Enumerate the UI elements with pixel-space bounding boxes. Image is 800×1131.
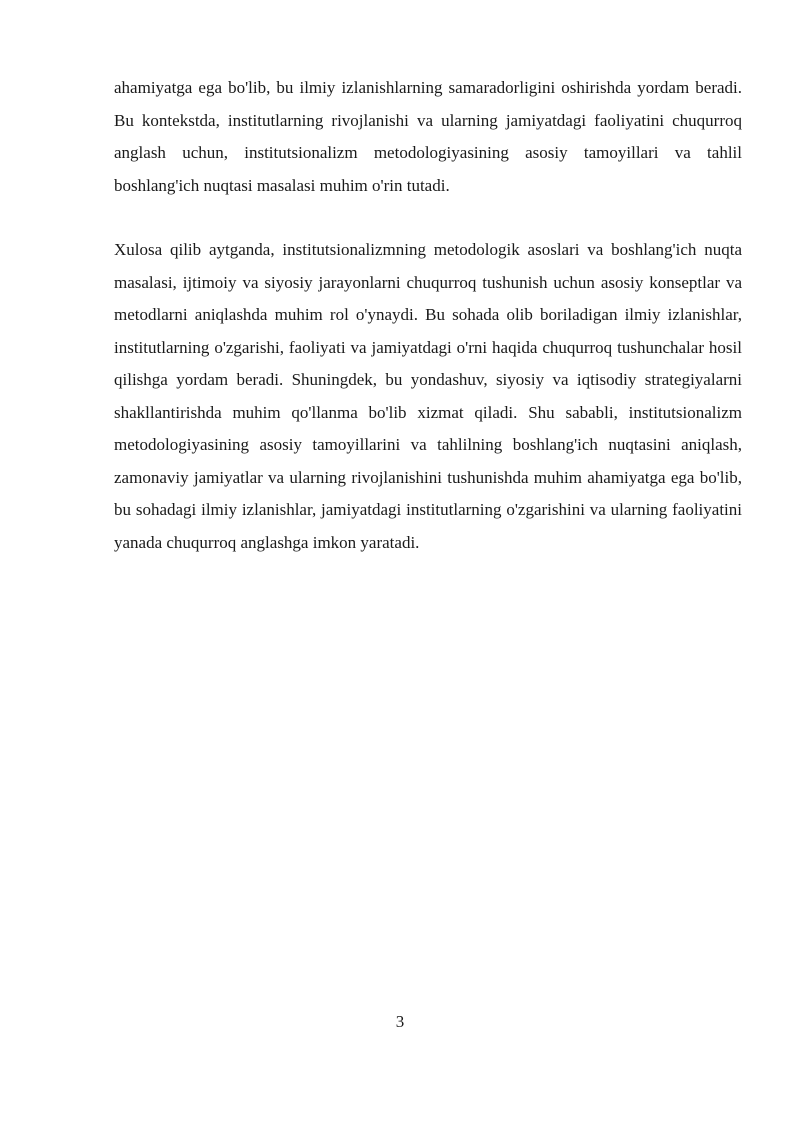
page-body bbox=[114, 72, 742, 559]
paragraph-2: Xulosa qilib aytganda, institutsionalizmning metodologik asoslari va boshlang'ich nuqta masalasi, ijtimoiy va siyosiy jarayonlarni chuqurroq tushunish uchun asosiy konseptlar va metodlarni aniqlashda muhim rol o'ynaydi. Bu sohada olib boriladigan ilmiy izlanishlar, institutlarning o'zgarishi, faoliyati va jamiyatdagi o'rni haqida chuqurroq tushunchalar hosil qilishga yordam beradi. Shuningdek, bu yondashuv, siyosiy va iqtisodiy strategiyalarni shakllantirishda muhim qo'llanma bo'lib xizmat qiladi. Shu sababli, institutsionalizm metodologiyasining asosiy tamoyillarini va tahlilning boshlang'ich nuqtasini aniqlash, zamonaviy jamiyatlar va ularning rivojlanishini tushunishda muhim ahamiyatga ega bo'lib, bu sohadagi ilmiy izlanishlar, jamiyatdagi institutlarning o'zgarishini va ularning faoliyatini yanada chuqurroq anglashga imkon yaratadi. bbox=[114, 240, 742, 552]
paragraph-1: ahamiyatga ega bo'lib, bu ilmiy izlanishlarning samaradorligini oshirishda yordam beradi. Bu kontekstda, institutlarning rivojlanishi va ularning jamiyatdagi faoliyatini chuqurroq anglash uchun, institutsionalizm metodologiyasining asosiy tamoyillari va tahlil boshlang'ich nuqtasi masalasi muhim o'rin tutadi. bbox=[114, 78, 742, 195]
page-number: 3 bbox=[395, 1012, 405, 1031]
